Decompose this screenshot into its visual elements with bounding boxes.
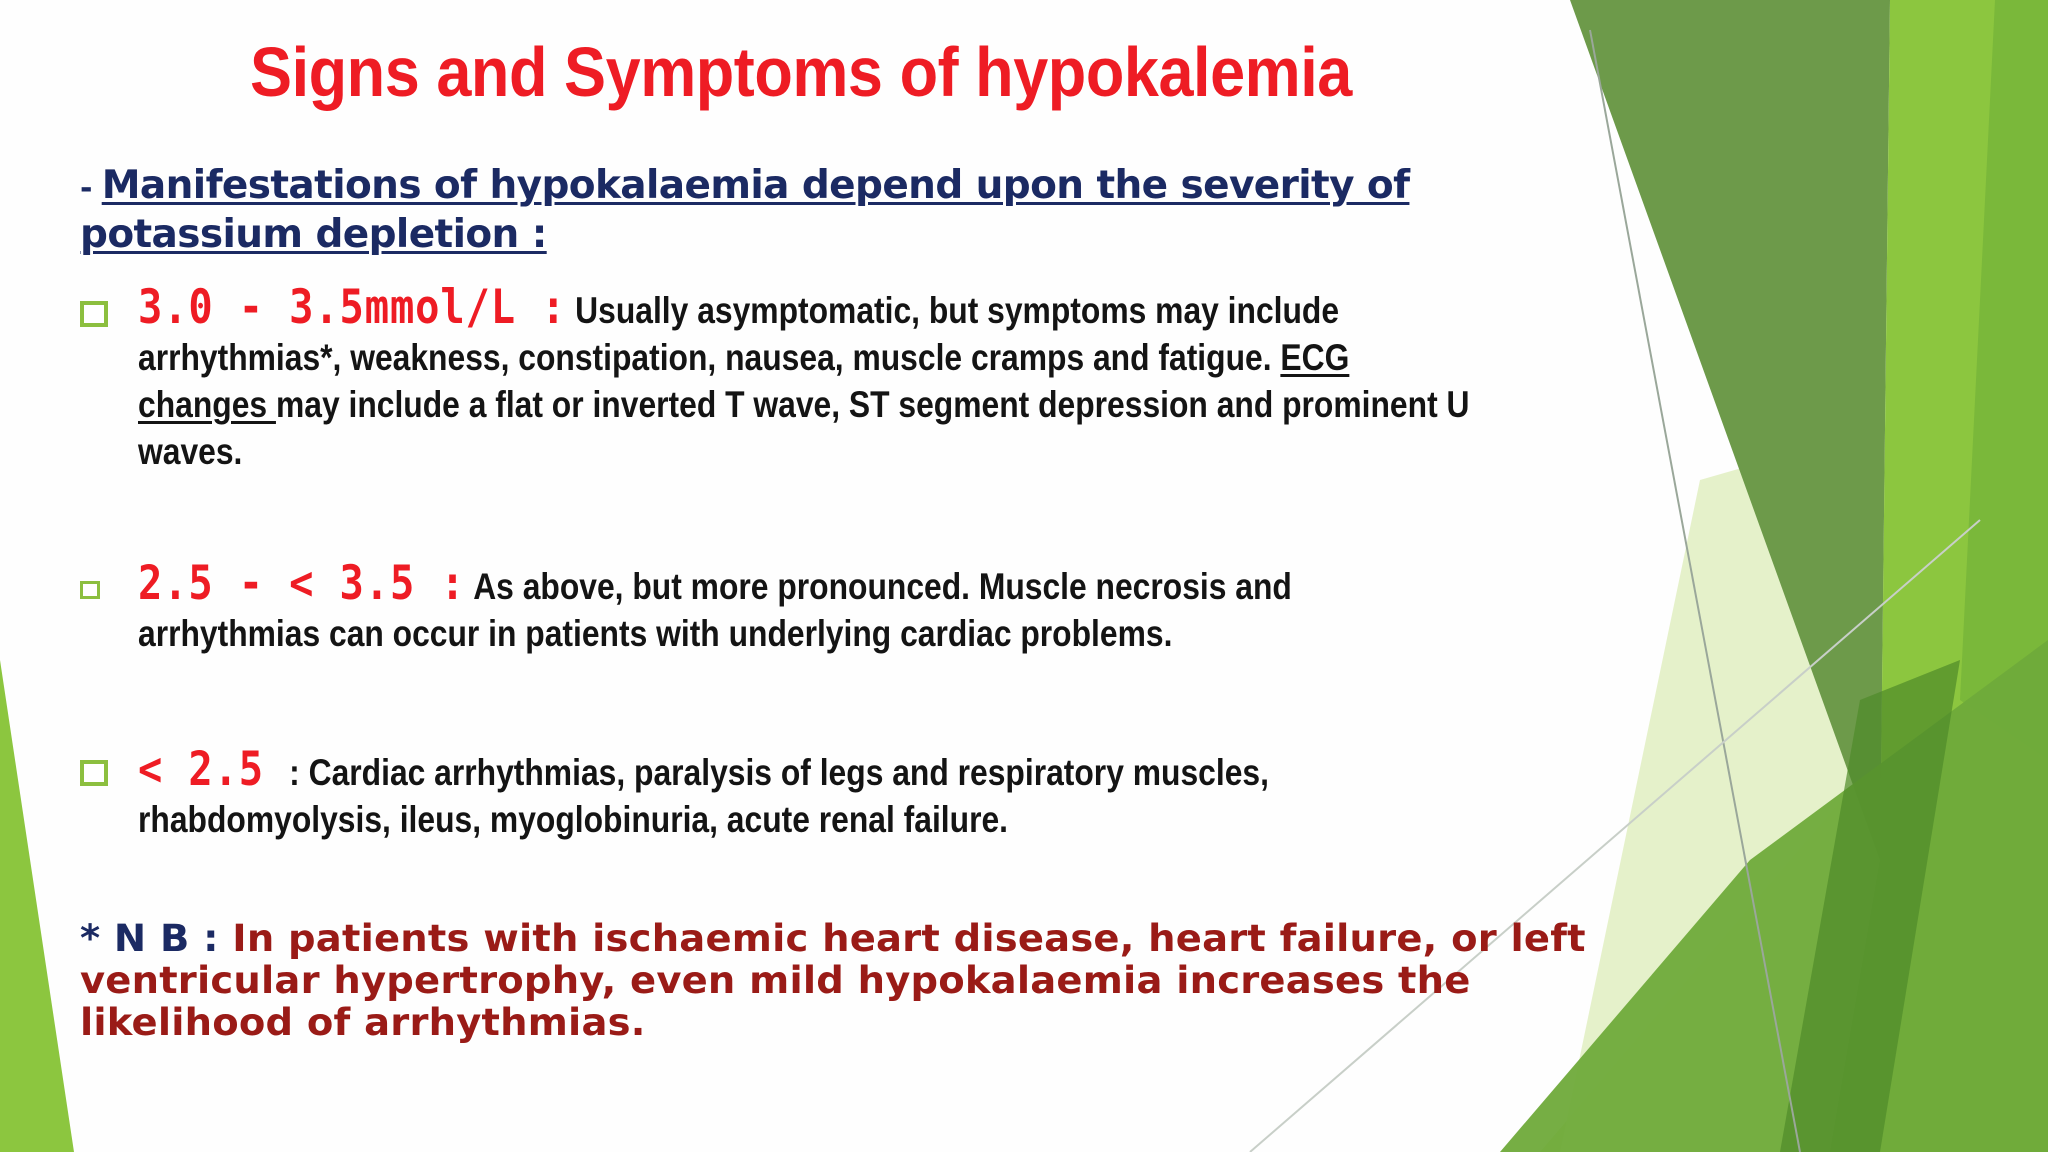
ecg-changes-underlined: ECG changes (138, 337, 1350, 425)
range-label: < 2.5 (138, 742, 290, 797)
bullet-moderate-body (138, 556, 1480, 657)
nb-note (80, 918, 1640, 1044)
bullet-severe-body (138, 742, 1480, 843)
nb-text: In patients with ischaemic heart disease, heart failure, or left ventricular hypertrophy, even mild hypokalaemia increases the likelihood of arrhythmias. (80, 917, 1586, 1044)
range-label: 2.5 - < 3.5 : (138, 556, 466, 611)
bullet-mild-body (138, 280, 1480, 475)
intro-heading (80, 163, 1600, 258)
nb-label: * N B : (80, 917, 233, 960)
checkbox-bullet-icon (80, 581, 100, 599)
bullet-text: As above, but more pronounced. Muscle necrosis and arrhythmias can occur in patients with underlying cardiac problems. (138, 566, 1292, 654)
bullet-text-cont: may include a flat or inverted T wave, ST segment depression and prominent U waves. (138, 384, 1470, 472)
intro-text: Manifestations of hypokalaemia depend upon the severity of potassium depletion : (80, 163, 1410, 257)
bullet-text: Usually asymptomatic, but symptoms may include arrhythmias*, weakness, constipation, nausea, muscle cramps and fatigue. (138, 290, 1340, 378)
left-green-strip (0, 660, 74, 1152)
intro-dash: - (80, 171, 102, 206)
checkbox-bullet-icon (80, 760, 108, 786)
bullet-text: : Cardiac arrhythmias, paralysis of legs and respiratory muscles, rhabdomyolysis, ileus, myoglobinuria, acute renal failure. (138, 752, 1269, 840)
range-label: 3.0 - 3.5mmol/L : (138, 280, 567, 335)
checkbox-bullet-icon (80, 301, 108, 327)
page-title: Signs and Symptoms of hypokalemia (250, 33, 1352, 111)
